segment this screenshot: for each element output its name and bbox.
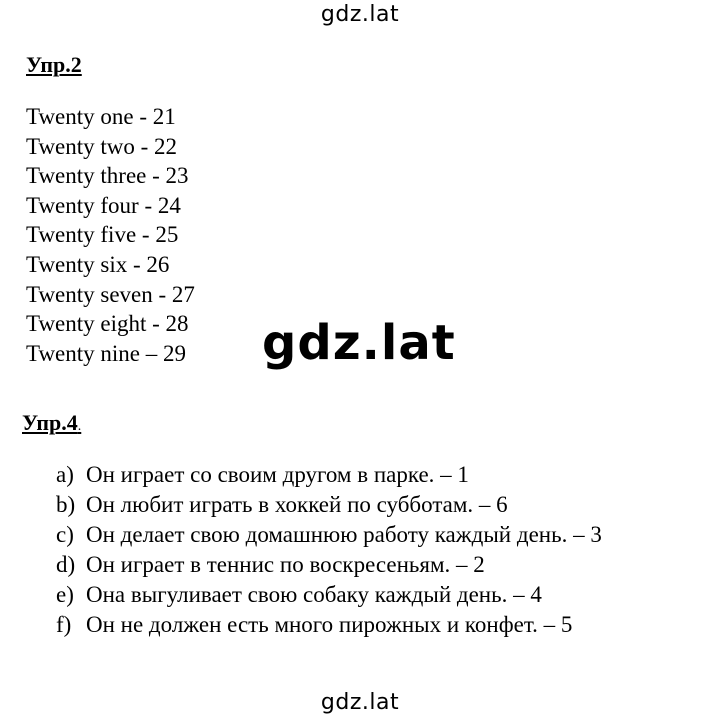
item-letter: f) xyxy=(56,612,72,637)
sentences-list xyxy=(56,460,602,640)
item-text: Она выгуливает свою собаку каждый день. – 4 xyxy=(86,582,542,607)
list-item xyxy=(56,520,602,550)
list-item xyxy=(56,580,602,610)
watermark-top: gdz.lat xyxy=(320,2,400,27)
list-item xyxy=(56,490,602,520)
item-letter: b) xyxy=(56,492,76,517)
section-2-heading xyxy=(22,410,81,436)
list-item: Twenty eight - 28 xyxy=(26,311,189,337)
watermark-center: gdz.lat xyxy=(262,315,456,371)
section-1-title: Упр.2 xyxy=(26,52,82,77)
list-item xyxy=(56,550,602,580)
item-text: Он делает свою домашнюю работу каждый день. – 3 xyxy=(86,522,602,547)
numbers-list xyxy=(26,102,195,368)
item-letter: a) xyxy=(56,462,74,487)
list-item xyxy=(56,610,602,640)
item-text: Он играет в теннис по воскресеньям. – 2 xyxy=(86,552,485,577)
item-letter: c) xyxy=(56,522,74,547)
list-item: Twenty six - 26 xyxy=(26,251,170,277)
item-text: Он не должен есть много пирожных и конфет. – 5 xyxy=(86,612,573,637)
list-item: Twenty seven - 27 xyxy=(26,281,195,307)
section-2-title: Упр.4 xyxy=(22,410,78,435)
item-letter: e) xyxy=(56,582,74,607)
list-item: Twenty three - 23 xyxy=(26,163,189,189)
item-text: Он любит играть в хоккей по субботам. – 6 xyxy=(86,492,508,517)
section-2-title-suffix: . xyxy=(77,419,82,434)
list-item: Twenty two - 22 xyxy=(26,133,178,159)
list-item: Twenty four - 24 xyxy=(26,192,181,218)
list-item: Twenty one - 21 xyxy=(26,104,176,129)
item-letter: d) xyxy=(56,552,76,577)
item-text: Он играет со своим другом в парке. – 1 xyxy=(86,462,469,487)
watermark-bottom: gdz.lat xyxy=(320,690,400,715)
list-item: Twenty five - 25 xyxy=(26,222,179,248)
list-item: Twenty nine – 29 xyxy=(26,340,187,366)
list-item xyxy=(56,460,602,490)
